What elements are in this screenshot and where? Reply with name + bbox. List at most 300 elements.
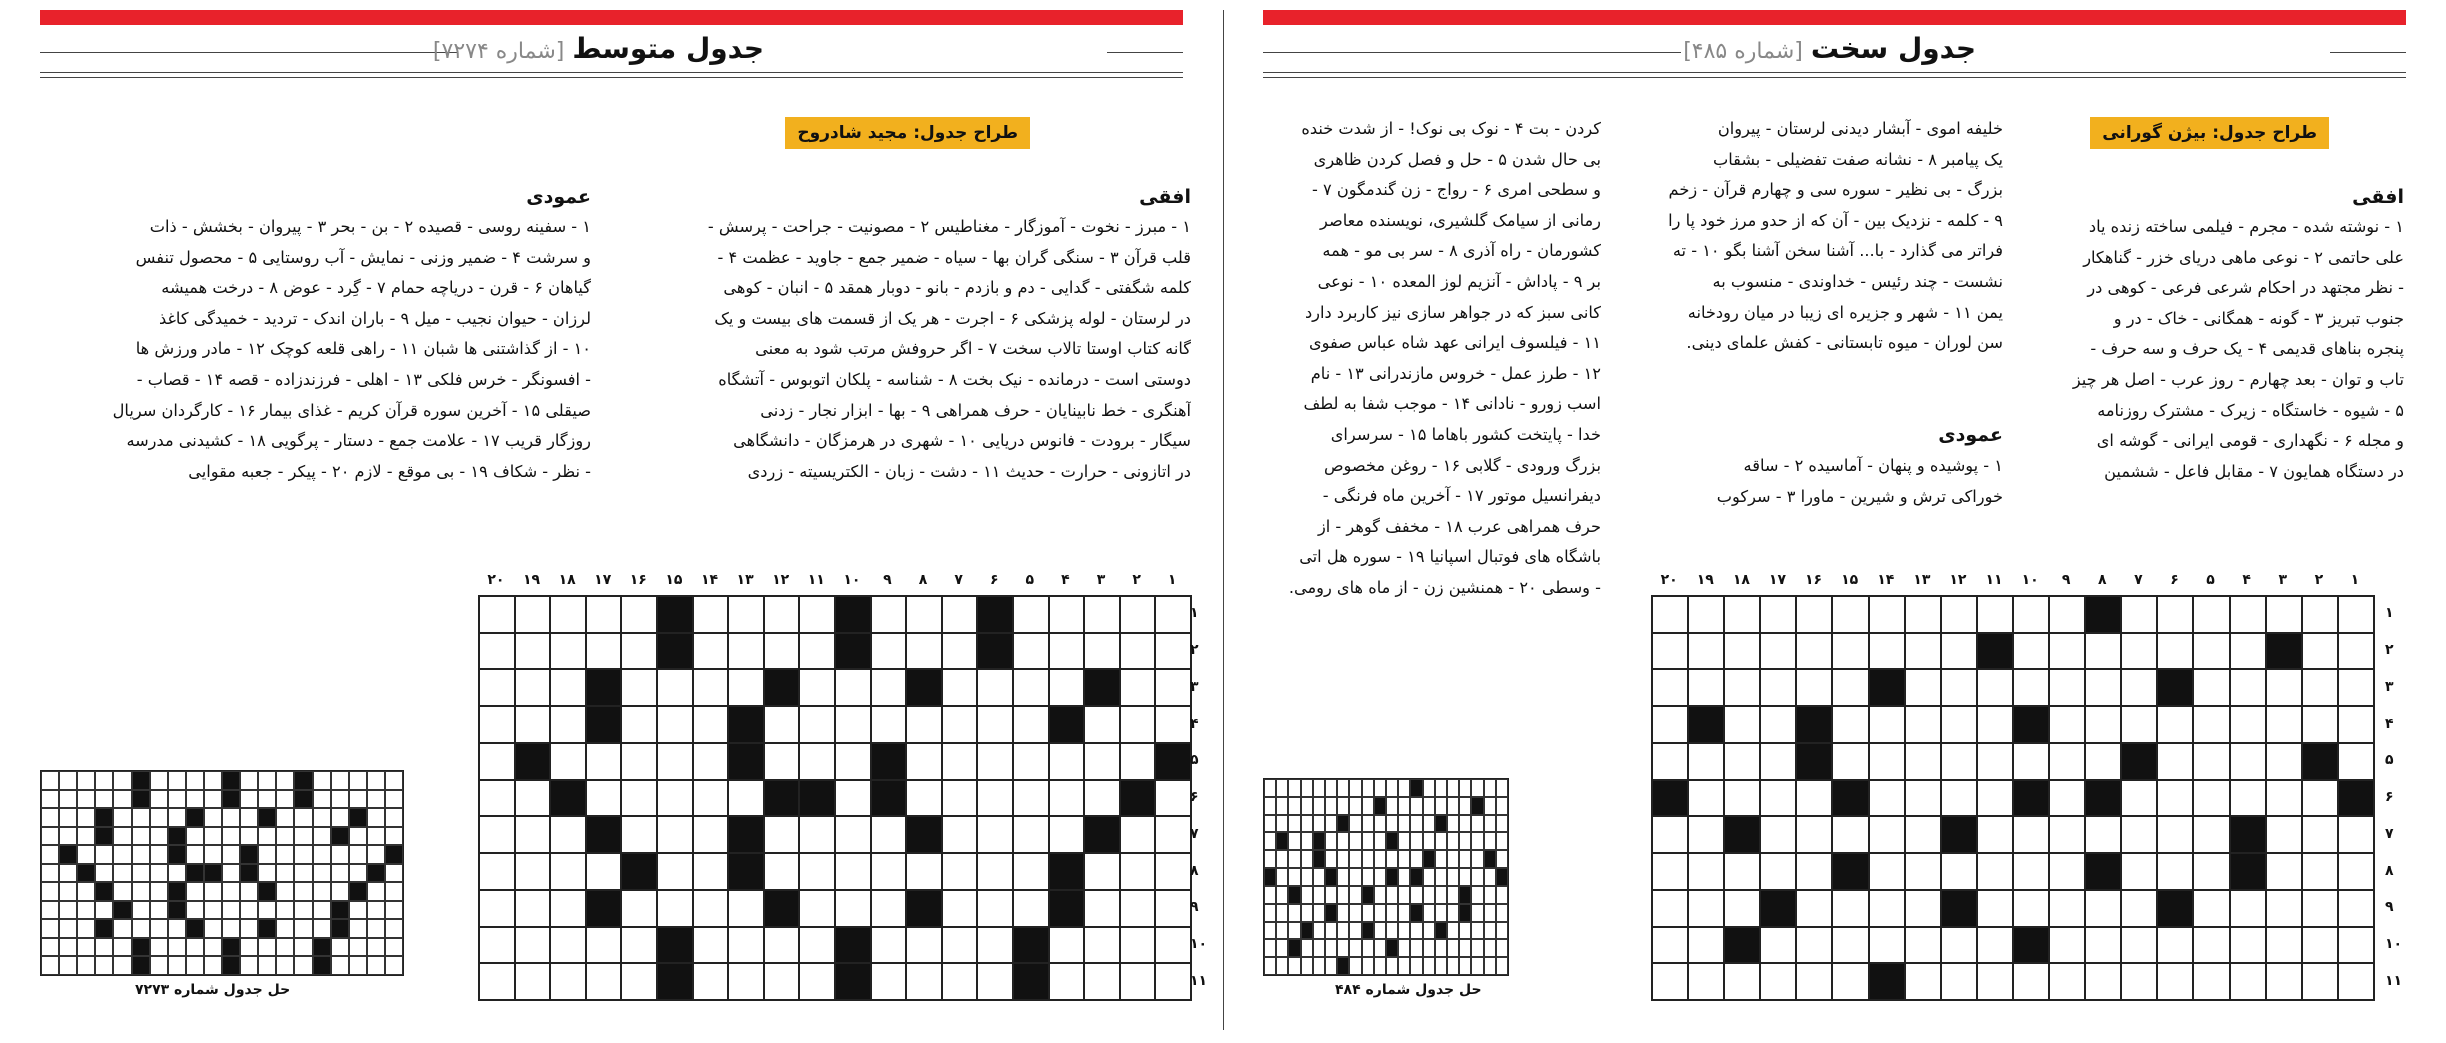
grid-row-number: ۶ [1190,789,1199,806]
clue-line: ۱ - پوشیده و پنهان - آماسیده ۲ - ساقه [1743,456,2003,475]
solution-cell [1496,904,1508,922]
solution-cell [41,919,59,938]
grid-cell [942,780,978,817]
black-cell [1688,706,1724,743]
solution-cell [1398,922,1410,940]
grid-column-number: ۱۴ [1877,572,1895,588]
grid-cell [1688,816,1724,853]
solution-cell [349,771,367,790]
grid-cell [942,927,978,964]
solution-cell [1484,779,1496,797]
solution-cell [1410,832,1422,850]
solution-cell [240,808,258,827]
solution-cell [294,827,312,846]
grid-cell [835,853,871,890]
black-cell [657,963,693,1000]
grid-column-number: ۶ [2170,572,2179,588]
solution-cell [1484,886,1496,904]
grid-cell [1796,963,1832,1000]
clue-line: نشست - چند رئیس - خداوندی - منسوب به [1712,271,2003,291]
black-cell [1796,743,1832,780]
grid-cell [1084,596,1120,633]
clue-line: یمن ۱۱ - شهر و جزیره ای زیبا در میان رودخانه [1687,302,2003,322]
grid-cell [2230,927,2266,964]
grid-cell [799,596,835,633]
solution-cell [1325,904,1337,922]
solution-cell [1447,939,1459,957]
solution-cell [113,845,131,864]
solution-cell [150,827,168,846]
black-cell [621,853,657,890]
solution-cell [1459,779,1471,797]
grid-cell [1941,853,1977,890]
grid-cell [1760,927,1796,964]
solution-cell [1264,868,1276,886]
solution-cell [222,790,240,809]
grid-cell [799,816,835,853]
grid-cell [1652,633,1688,670]
grid-cell [2302,596,2338,633]
solution-cell [222,827,240,846]
grid-cell [1652,816,1688,853]
solution-cell [294,919,312,938]
grid-column-number: ۱۵ [665,572,683,588]
grid-cell [942,743,978,780]
black-cell [835,963,871,1000]
black-cell [1832,853,1868,890]
grid-row-number: ۱۰ [2385,935,2403,952]
grid-cell [2085,890,2121,927]
grid-cell [799,669,835,706]
grid-cell [1905,963,1941,1000]
right-ofoghi-heading: افقی [2352,186,2404,208]
solution-cell [222,956,240,975]
black-cell [799,780,835,817]
grid-cell [2157,780,2193,817]
solution-cell [150,938,168,957]
solution-cell [1301,850,1313,868]
solution-cell [1374,779,1386,797]
grid-cell [1977,853,2013,890]
solution-cell [1435,868,1447,886]
grid-cell [871,890,907,927]
solution-cell [168,771,186,790]
left-crossword-grid [478,595,1192,1001]
solution-cell [1484,939,1496,957]
solution-cell [367,771,385,790]
grid-cell [657,890,693,927]
black-cell [586,669,622,706]
left-title-text: جدول متوسط [572,32,764,65]
right-clues-col2 [1628,114,2003,359]
solution-cell [1276,779,1288,797]
grid-cell [693,669,729,706]
grid-cell [2266,816,2302,853]
solution-cell [59,790,77,809]
solution-cell [204,901,222,920]
solution-cell [1276,922,1288,940]
solution-cell [1459,957,1471,975]
solution-cell [1410,957,1422,975]
solution-cell [1496,886,1508,904]
grid-cell [977,853,1013,890]
solution-cell [258,901,276,920]
grid-cell [2338,816,2374,853]
solution-cell [1325,832,1337,850]
solution-cell [1410,779,1422,797]
grid-cell [1120,633,1156,670]
solution-cell [331,864,349,883]
grid-cell [1760,853,1796,890]
solution-cell [367,845,385,864]
grid-cell [977,780,1013,817]
grid-cell [1977,963,2013,1000]
grid-row-number: ۲ [2385,642,2394,659]
solution-cell [113,864,131,883]
solution-cell [276,882,294,901]
grid-cell [1796,596,1832,633]
grid-cell [906,853,942,890]
grid-row-number: ۹ [1190,899,1199,916]
grid-cell [1120,596,1156,633]
solution-cell [1374,815,1386,833]
solution-cell [1301,922,1313,940]
grid-cell [799,633,835,670]
solution-cell [132,956,150,975]
grid-cell [657,780,693,817]
grid-cell [2157,927,2193,964]
clue-line: جنوب تبریز ۳ - گونه - همگانی - خاک - در و [2113,308,2404,328]
solution-cell [385,938,403,957]
solution-cell [41,882,59,901]
solution-cell [222,919,240,938]
grid-cell [728,890,764,927]
solution-cell [1447,922,1459,940]
solution-cell [150,790,168,809]
solution-cell [1484,850,1496,868]
solution-cell [113,919,131,938]
grid-cell [1905,669,1941,706]
grid-cell [657,853,693,890]
solution-cell [41,845,59,864]
solution-cell [313,956,331,975]
solution-cell [1276,815,1288,833]
solution-cell [1484,868,1496,886]
grid-cell [764,743,800,780]
solution-cell [1325,939,1337,957]
black-cell [1084,816,1120,853]
solution-cell [1313,815,1325,833]
grid-cell [1155,853,1191,890]
solution-cell [1301,939,1313,957]
solution-cell [313,790,331,809]
black-cell [657,927,693,964]
grid-cell [2013,633,2049,670]
solution-cell [240,901,258,920]
solution-cell [113,938,131,957]
solution-cell [1264,850,1276,868]
clue-line: در اتازونی - حرارت - حدیث ۱۱ - دشت - زبان - الکتریسیته - زردی [747,461,1191,481]
clue-line: رمانی از سیامک گلشیری، نویسنده معاصر [1320,210,1601,230]
solution-cell [385,808,403,827]
solution-cell [1398,779,1410,797]
solution-cell [95,864,113,883]
grid-cell [1832,816,1868,853]
black-cell [871,780,907,817]
black-cell [2157,669,2193,706]
solution-cell [59,882,77,901]
solution-cell [1435,922,1447,940]
grid-cell [1977,927,2013,964]
grid-cell [2157,816,2193,853]
clue-line: صیقلی ۱۵ - آخرین سوره قرآن کریم - غذای بیمار ۱۶ - کارگردان سریال [112,400,591,420]
grid-cell [1869,743,1905,780]
black-cell [835,596,871,633]
solution-cell [1423,886,1435,904]
clue-line: در دستگاه همایون ۷ - مقابل فاعل - ششمین [2104,461,2404,481]
grid-cell [1688,633,1724,670]
solution-cell [1362,832,1374,850]
grid-cell [1049,927,1085,964]
solution-cell [1301,797,1313,815]
clue-line: و سرشت ۴ - ضمیر وزنی - نمایش - آب روستایی ۵ - محصول تنفس [135,247,591,267]
solution-cell [1337,868,1349,886]
grid-cell [2121,927,2157,964]
grid-cell [1013,780,1049,817]
grid-cell [479,669,515,706]
grid-cell [1796,633,1832,670]
grid-column-number: ۱ [1167,572,1177,588]
grid-cell [2338,633,2374,670]
black-cell [657,633,693,670]
solution-cell [1447,779,1459,797]
grid-cell [2338,743,2374,780]
grid-row-number: ۴ [2385,715,2394,732]
solution-cell [204,864,222,883]
solution-cell [1484,904,1496,922]
grid-cell [657,669,693,706]
grid-column-number: ۵ [2206,572,2215,588]
black-cell [728,743,764,780]
solution-cell [1471,922,1483,940]
grid-cell [764,816,800,853]
grid-cell [2338,596,2374,633]
clue-line: حرف همراهی عرب ۱۸ - مخفف گوهر - از [1317,516,1601,536]
solution-cell [1386,850,1398,868]
grid-cell [586,743,622,780]
grid-cell [728,633,764,670]
solution-cell [1288,779,1300,797]
grid-cell [871,927,907,964]
grid-cell [1084,743,1120,780]
grid-row-number: ۳ [1190,678,1199,695]
solution-cell [276,771,294,790]
solution-cell [1496,922,1508,940]
solution-cell [168,864,186,883]
solution-cell [150,919,168,938]
solution-cell [276,919,294,938]
solution-cell [1410,868,1422,886]
solution-cell [95,901,113,920]
solution-cell [1447,797,1459,815]
solution-cell [367,919,385,938]
black-cell [2230,816,2266,853]
solution-cell [1264,904,1276,922]
grid-column-number: ۱۶ [629,572,647,588]
solution-cell [77,919,95,938]
grid-cell [2049,963,2085,1000]
solution-cell [1447,904,1459,922]
grid-column-number: ۱۴ [700,572,719,588]
solution-cell [1386,922,1398,940]
grid-cell [2013,853,2049,890]
grid-cell [2266,890,2302,927]
solution-cell [1410,922,1422,940]
solution-cell [1301,779,1313,797]
right-crossword-grid [1651,595,2375,1001]
solution-cell [294,956,312,975]
solution-cell [1459,904,1471,922]
solution-cell [1362,957,1374,975]
solution-cell [77,845,95,864]
black-cell [906,816,942,853]
black-cell [2013,706,2049,743]
grid-cell [1941,669,1977,706]
grid-cell [657,706,693,743]
solution-cell [168,938,186,957]
solution-cell [77,827,95,846]
grid-cell [621,596,657,633]
black-cell [550,780,586,817]
solution-cell [1423,779,1435,797]
grid-cell [2230,780,2266,817]
grid-cell [871,596,907,633]
solution-cell [1362,797,1374,815]
grid-cell [1013,669,1049,706]
clue-line: ۱۱ - فیلسوف ایرانی عهد شاه عباس صفوی [1308,333,1601,353]
left-solution-grid [40,770,404,976]
grid-cell [2157,853,2193,890]
grid-cell [1832,706,1868,743]
solution-cell [222,882,240,901]
grid-row-number: ۱۱ [2385,972,2403,989]
left-amoodi-heading: عمودی [526,186,591,208]
solution-cell [1374,957,1386,975]
grid-cell [479,963,515,1000]
grid-cell [1977,596,2013,633]
grid-cell [693,927,729,964]
grid-cell [2085,927,2121,964]
grid-cell [1760,963,1796,1000]
solution-cell [385,771,403,790]
solution-cell [186,938,204,957]
grid-cell [1905,816,1941,853]
solution-cell [276,808,294,827]
grid-cell [2085,706,2121,743]
grid-cell [621,669,657,706]
solution-cell [1398,939,1410,957]
solution-cell [1313,939,1325,957]
solution-cell [222,901,240,920]
grid-cell [835,890,871,927]
solution-cell [204,808,222,827]
grid-cell [1905,596,1941,633]
solution-cell [294,790,312,809]
grid-cell [1941,596,1977,633]
solution-cell [113,790,131,809]
solution-cell [1471,868,1483,886]
solution-cell [385,827,403,846]
solution-cell [132,808,150,827]
grid-cell [479,927,515,964]
left-clues-amoodi [41,212,591,487]
solution-cell [385,790,403,809]
grid-cell [1796,669,1832,706]
solution-cell [1496,832,1508,850]
black-cell [1084,669,1120,706]
solution-cell [294,938,312,957]
solution-cell [1325,922,1337,940]
right-title-number: [شماره ۴۸۵] [1683,39,1803,64]
grid-cell [2338,706,2374,743]
grid-cell [2193,706,2229,743]
grid-cell [1977,780,2013,817]
grid-cell [1084,633,1120,670]
grid-column-number: ۱۸ [558,572,576,588]
grid-cell [1796,890,1832,927]
grid-cell [835,743,871,780]
grid-cell [693,780,729,817]
solution-cell [1484,922,1496,940]
grid-cell [2266,963,2302,1000]
grid-cell [1688,853,1724,890]
solution-cell [1435,904,1447,922]
solution-cell [1435,957,1447,975]
solution-cell [331,901,349,920]
grid-cell [977,816,1013,853]
clue-line: کشورمان - راه آذری ۸ - سر بی مو - همه [1322,241,1601,261]
black-cell [2230,853,2266,890]
solution-cell [1264,922,1276,940]
solution-cell [1398,886,1410,904]
grid-cell [2193,816,2229,853]
grid-cell [906,633,942,670]
solution-cell [41,771,59,790]
grid-cell [1869,780,1905,817]
grid-cell [1084,853,1120,890]
solution-cell [1349,939,1361,957]
grid-cell [1652,963,1688,1000]
solution-cell [1410,939,1422,957]
solution-cell [95,882,113,901]
grid-cell [1905,633,1941,670]
grid-cell [1977,743,2013,780]
solution-cell [1386,868,1398,886]
clue-line: در لرستان - لوله پزشکی ۶ - اجرت - هر یک از قسمت های بیست و یک [714,308,1191,328]
solution-cell [1496,815,1508,833]
solution-cell [1423,832,1435,850]
grid-cell [2121,780,2157,817]
clue-line: - نظر - شکاف ۱۹ - بی موقع - لازم ۲۰ - پیکر - جعبه مقوایی [188,461,591,481]
grid-cell [1049,633,1085,670]
solution-cell [150,882,168,901]
solution-cell [294,864,312,883]
solution-cell [59,864,77,883]
solution-cell [1301,886,1313,904]
grid-cell [2338,853,2374,890]
page-divider [1223,10,1224,1030]
solution-cell [349,790,367,809]
